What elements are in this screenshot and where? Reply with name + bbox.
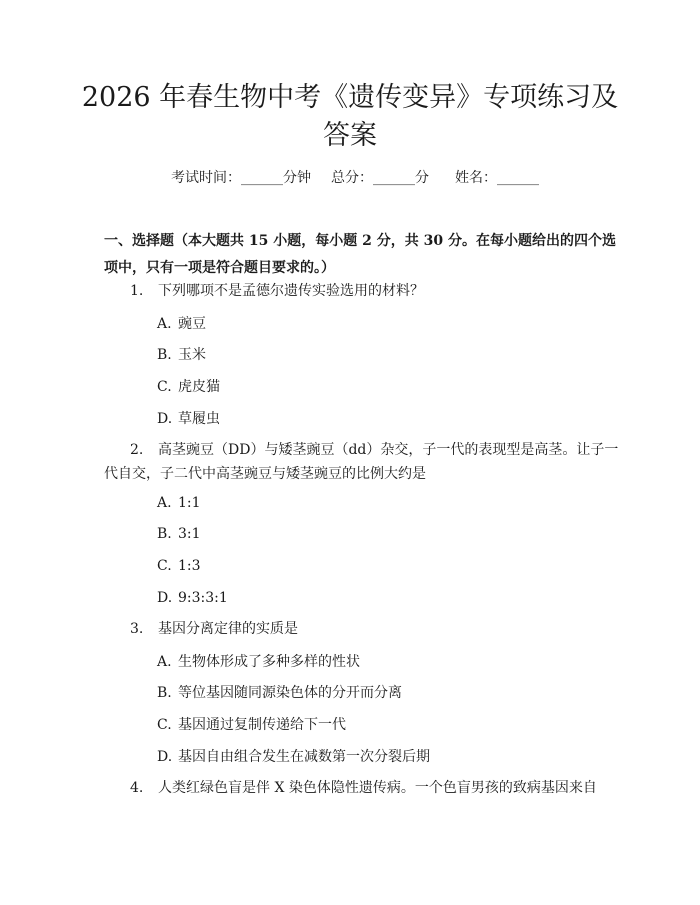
question-number: 4. (130, 780, 144, 796)
option-text: 基因自由组合发生在减数第一次分裂后期 (178, 749, 430, 765)
option-text: 等位基因随同源染色体的分开而分离 (178, 685, 402, 701)
option-label: D. (157, 749, 173, 765)
option-text: 玉米 (178, 347, 206, 363)
option-a (157, 493, 201, 513)
question-text: 基因分离定律的实质是 (158, 621, 298, 637)
option-text: 虎皮猫 (178, 379, 220, 395)
option-text: 3:1 (178, 526, 201, 542)
option-label: D. (157, 411, 173, 427)
question-text-continued: 代自交，子二代中高茎豌豆与矮茎豌豆的比例大约是 (104, 466, 426, 482)
section-heading: 一、选择题（本大题共 15 小题，每小题 2 分，共 30 分。在每小题给出的四个选 (104, 233, 616, 249)
option-label: D. (157, 590, 173, 606)
option-a (157, 652, 360, 672)
option-label: A. (157, 495, 172, 511)
option-text: 基因通过复制传递给下一代 (178, 717, 346, 733)
option-d (157, 409, 220, 429)
page-title-continued: 答案 (323, 120, 377, 151)
exam-time-field: 考试时间：______分钟 (171, 170, 311, 186)
option-d (157, 747, 430, 767)
section-heading-continued: 项中，只有一项是符合题目要求的。） (104, 260, 335, 276)
question-text: 高茎豌豆（DD）与矮茎豌豆（dd）杂交，子一代的表现型是高茎。让子一 (158, 442, 619, 458)
option-label: B. (157, 347, 172, 363)
option-text: 生物体形成了多种多样的性状 (178, 654, 360, 670)
option-b (157, 683, 402, 703)
option-label: C. (157, 379, 172, 395)
option-label: B. (157, 526, 172, 542)
question-text: 人类红绿色盲是伴 X 染色体隐性遗传病。一个色盲男孩的致病基因来自 (158, 780, 597, 796)
option-label: C. (157, 558, 172, 574)
total-score-field: 总分：______分 (331, 170, 429, 186)
option-text: 1:1 (178, 495, 201, 511)
option-d (157, 588, 228, 608)
question-number: 3. (130, 621, 144, 637)
option-a (157, 314, 206, 334)
option-text: 草履虫 (178, 411, 220, 427)
option-b (157, 524, 201, 544)
option-text: 9:3:3:1 (178, 590, 228, 606)
option-label: B. (157, 685, 172, 701)
question-number: 1. (130, 283, 144, 299)
option-label: A. (157, 316, 172, 332)
question-text: 下列哪项不是孟德尔遗传实验选用的材料？ (158, 283, 424, 299)
page-title: 2026 年春生物中考《遗传变异》专项练习及 (81, 82, 619, 113)
option-c (157, 377, 220, 397)
option-label: C. (157, 717, 172, 733)
question-number: 2. (130, 442, 144, 458)
option-c (157, 715, 346, 735)
option-text: 1:3 (178, 558, 201, 574)
option-b (157, 345, 206, 365)
option-label: A. (157, 654, 172, 670)
student-name-field: 姓名：______ (455, 170, 539, 186)
option-text: 豌豆 (178, 316, 206, 332)
option-c (157, 556, 201, 576)
